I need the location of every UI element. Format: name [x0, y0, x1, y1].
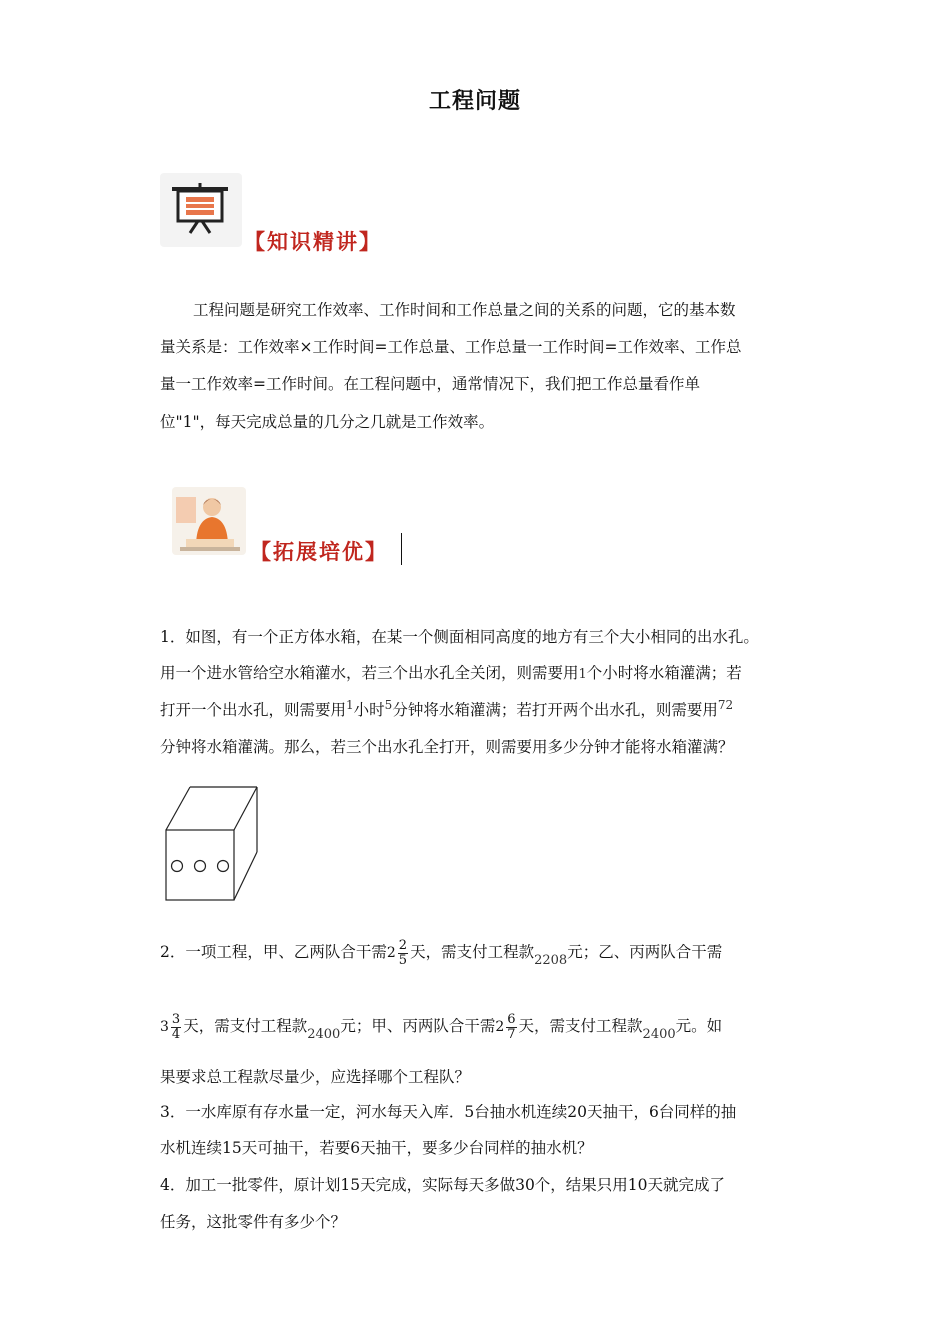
q2-fraction-3 — [506, 1013, 516, 1042]
q1-minute-value: 5 — [384, 698, 393, 712]
knowledge-line-2: 量关系是：工作效率×工作时间=工作总量、工作总量一工作时间=工作效率、工作总 — [160, 338, 742, 356]
q2-line-2-text-c: 天，需支付工程款 — [518, 1017, 643, 1035]
q4-line-1: 4．加工一批零件，原计划15天完成，实际每天多做30个，结果只用10天就完成了 — [160, 1176, 726, 1194]
fraction-numerator: 6 — [507, 1011, 516, 1027]
q2-fraction-2-whole: 3 — [160, 1019, 169, 1035]
fraction-denominator: 7 — [507, 1026, 516, 1042]
knowledge-line-1: 工程问题是研究工作效率、工作时间和工作总量之间的关系的问题，它的基本数 — [193, 301, 736, 319]
knowledge-line-3: 量一工作效率=工作时间。在工程问题中，通常情况下，我们把工作总量看作单 — [160, 375, 700, 393]
q1-line-3-text-a: 打开一个出水孔，则需要用 — [160, 701, 347, 719]
q1-line-2 — [160, 662, 742, 686]
q1-line-3-text-b: 小时 — [353, 701, 385, 719]
q2-fraction-1-whole: 2 — [386, 945, 396, 961]
extension-section-label: 【拓展培优】 — [250, 540, 388, 564]
presentation-board-icon — [160, 173, 242, 247]
fraction-numerator: 2 — [398, 937, 408, 953]
teacher-illustration-icon — [172, 487, 246, 555]
outlet-hole-2 — [195, 861, 206, 872]
q2-payment-2: 2400 — [307, 1027, 341, 1042]
knowledge-line-4: 位"1"，每天完成总量的几分之几就是工作效率。 — [160, 413, 495, 431]
q1-hours-value: 1 — [578, 667, 587, 682]
q2-line-2-text-a: 天，需支付工程款 — [183, 1017, 308, 1035]
q2-payment-3: 2400 — [642, 1027, 676, 1042]
page-title: 工程问题 — [428, 89, 521, 114]
q2-line-1-text-a: 2．一项工程，甲、乙两队合干需 — [160, 943, 387, 961]
outlet-hole-1 — [172, 861, 183, 872]
fraction-numerator: 3 — [171, 1011, 181, 1027]
q1-line-1: 1．如图，有一个正方体水箱，在某一个侧面相同高度的地方有三个大小相同的出水孔。 — [160, 628, 759, 646]
q2-line-2-text-b: 元；甲、丙两队合干需 — [340, 1017, 496, 1035]
q1-line-4: 分钟将水箱灌满。那么，若三个出水孔全打开，则需要用多少分钟才能将水箱灌满？ — [160, 738, 734, 756]
q2-payment-1: 2208 — [534, 953, 568, 968]
fraction-denominator: 5 — [398, 952, 408, 968]
fraction-denominator: 4 — [171, 1026, 181, 1042]
q2-line-1-text-c: 元；乙、丙两队合干需 — [567, 943, 723, 961]
q2-line-1 — [160, 932, 722, 972]
knowledge-section-label: 【知识精讲】 — [244, 230, 382, 254]
q1-line-2-text-b: 个小时将水箱灌满；若 — [586, 664, 742, 682]
q2-fraction-1 — [398, 939, 408, 968]
outlet-hole-3 — [218, 861, 229, 872]
q1-line-3-text-c: 分钟将水箱灌满；若打开两个出水孔，则需要用 — [392, 701, 718, 719]
q2-line-2-text-d: 元。如 — [675, 1017, 723, 1035]
q3-line-1: 3．一水库原有存水量一定，河水每天入库．5台抽水机连续20天抽干，6台同样的抽 — [160, 1103, 737, 1121]
q1-hour-value: 1 — [346, 698, 354, 712]
q4-line-2: 任务，这批零件有多少个？ — [160, 1213, 347, 1231]
q2-line-3: 果要求总工程款尽量少，应选择哪个工程队？ — [160, 1068, 471, 1086]
q2-fraction-3-whole: 2 — [495, 1019, 505, 1035]
water-tank-figure — [160, 782, 270, 904]
q1-minutes-value: 72 — [717, 698, 734, 712]
q1-line-3 — [160, 699, 733, 722]
text-cursor — [401, 533, 402, 565]
q1-line-2-text-a: 用一个进水管给空水箱灌水，若三个出水孔全关闭，则需要用 — [160, 664, 579, 682]
q2-line-2 — [160, 1006, 722, 1046]
q2-fraction-2 — [171, 1013, 181, 1042]
q3-line-2: 水机连续15天可抽干，若要6天抽干，要多少台同样的抽水机？ — [160, 1139, 593, 1157]
q2-line-1-text-b: 天，需支付工程款 — [410, 943, 535, 961]
